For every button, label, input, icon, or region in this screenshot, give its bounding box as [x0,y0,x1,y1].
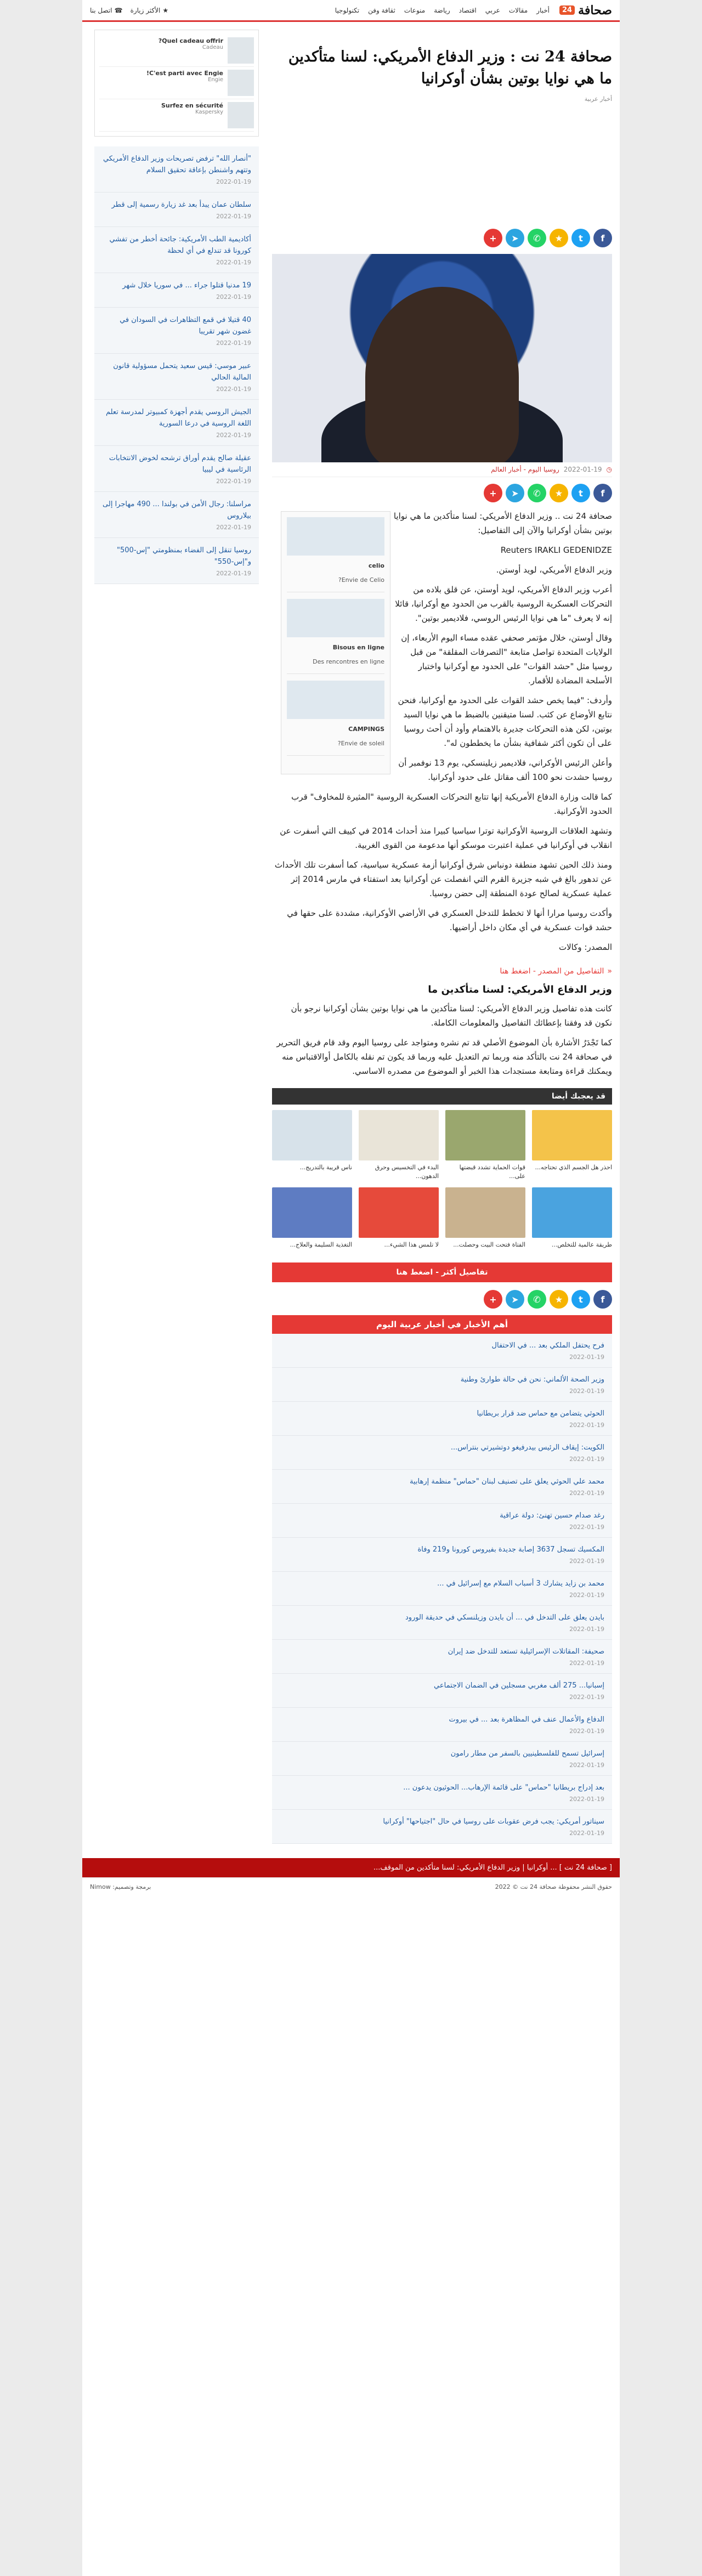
most-read-date: 2022-01-19 [569,1456,604,1463]
most-read-date: 2022-01-19 [569,1388,604,1395]
nav-item[interactable]: رياضة [434,6,450,14]
sidebar-news-headline: 19 مدنيا قتلوا جراء ... في سوريا خلال شهر [122,281,251,290]
contact-link[interactable]: ☎ اتصل بنا [90,6,123,14]
sidebar-news-date: 2022-01-19 [216,293,251,301]
sidebar-news-item[interactable] [94,400,259,446]
most-read-date: 2022-01-19 [569,1626,604,1633]
sidebar-ad-sub: Kaspersky [195,109,223,115]
related-thumb [359,1110,439,1160]
page [82,0,620,2576]
article-paragraph: وأكدت روسيا مرارا أنها لا تخطط للتدخل العسكري في الأراضي الأوكرانية، مشددة على حقها في حشد قوات عسكرية في أي مكان داخل أراضيها. [287,908,612,932]
ad-title: CAMPINGS [348,726,384,733]
most-read-headline: صحيفة: المقاتلات الإسرائيلية تستعد للتدخل ضد إيران [448,1647,604,1656]
related-item[interactable] [532,1187,612,1249]
favorite-icon[interactable]: ★ [550,229,568,247]
sidebar-news-item[interactable] [94,193,259,227]
nav-item[interactable]: منوعات [404,6,426,14]
related-thumb [445,1110,525,1160]
more-share-icon[interactable]: + [484,1290,502,1309]
clock-icon: ◷ [606,466,612,473]
whatsapp-share-icon[interactable]: ✆ [528,484,546,502]
most-read-item[interactable] [272,1640,612,1674]
article-date: 2022-01-19 [563,466,602,473]
article-paragraph: وزير الدفاع الأمريكي، لويد أوستن. [496,565,612,575]
article-paragraph: كانت هذه تفاصيل وزير الدفاع الأمريكي: لسنا متأكدين ما هي نوايا بوتين بشأن أوكرانيا نرجو بأن نكون قد وفقنا بإعطائك التفاصيل والمعلومات الكاملة. [291,1004,612,1028]
article-title: صحافة 24 نت : وزير الدفاع الأمريكي: لسنا متأكدين ما هي نوايا بوتين بشأن أوكرانيا [288,48,612,87]
most-read-item[interactable] [272,1776,612,1810]
most-read-headline: إسرائيل تسمح للفلسطينيين بالسفر من مطار رامون [450,1750,604,1758]
most-read-headline: رغد صدام حسين تهنئ: دولة عراقية [500,1511,604,1520]
most-read-item[interactable] [272,1810,612,1844]
nav-item[interactable]: ثقافة وفن [368,6,395,14]
share-bar-middle [272,484,612,502]
share-bar-top [272,229,612,247]
sidebar-news-headline: عبير موسي: قيس سعيد يتحمل مسؤولية قانون المالية الحالي [113,362,251,382]
related-caption: احذر هل الجسم الذي تحتاجه... [535,1164,612,1171]
most-read-date: 2022-01-19 [569,1490,604,1497]
most-read-headline: بعد إدراج بريطانيا "حماس" على قائمة الإرهاب... الحوثيون يدعون ... [403,1784,604,1792]
related-thumb [532,1187,612,1238]
ad-block[interactable] [287,681,384,756]
article-paragraph: ومنذ ذلك الحين تشهد منطقة دونباس شرق أوكرانيا أزمة عسكرية سياسية، كما أسفرت تلك الأحداث عن تدهور بالغ في شبه جزيرة القرم التي انفصلت عن أوكرانيا بعد استفتاء في مارس 2014 إثر عملية عسكرية لصالح عودة المنطقة إلى حضن روسيا. [274,860,612,898]
site-header [82,0,620,22]
most-read-headline: وزير الصحة الألماني: نحن في حالة طوارئ وطنية [460,1375,604,1384]
twitter-share-icon[interactable]: t [571,484,590,502]
most-read-headline: الدفاع والأعمال عنف في المظاهرة بعد ... في بيروت [449,1716,604,1724]
sidebar-news-date: 2022-01-19 [216,524,251,531]
sidebar-news-item[interactable] [94,354,259,400]
sidebar-news-date: 2022-01-19 [216,478,251,485]
sidebar-ad-title: Surfez en sécurité [161,102,223,109]
ad-block[interactable] [287,599,384,674]
ad-title: Bisous en ligne [332,644,384,651]
most-read-headline: سيناتور أمريكي: يجب فرض عقوبات على روسيا في حال "اجتياحها" أوكرانيا [383,1818,604,1826]
facebook-share-icon[interactable]: f [593,484,612,502]
sidebar-ad-row[interactable] [99,67,254,99]
related-grid [272,1105,612,1255]
phone-icon: ☎ [114,6,123,14]
share-bar-bottom [272,1290,612,1309]
copyright: حقوق النشر محفوظة صحافة 24 نت © 2022 [495,1883,612,1890]
article-paragraph: أعرب وزير الدفاع الأمريكي، لويد أوستن، عن قلق بلاده من التحركات العسكرية الروسية بالقرب من الحدود مع أوكرانيا، قائلا إنه لا يعرف "ما هي نوايا الرئيس الروسي، فلاديمير بوتين". [395,585,612,623]
footer-ticker[interactable]: [ صحافة 24 نت ] ... أوكرانيا | وزير الدفاع الأمريكي: لسنا متأكدين من الموقف... [82,1858,620,1877]
most-visited-link[interactable]: ★ الأكثر زيارة [130,6,169,14]
sidebar-news-item[interactable] [94,273,259,308]
sidebar-news-headline: أكاديمية الطب الأمريكية: جائحة أخطر من تفشي كورونا قد تندلع في أي لحظة [109,235,251,255]
related-thumb [272,1187,352,1238]
article-paragraph: Reuters IRAKLI GEDENIDZE [500,545,612,555]
sidebar-news-item[interactable] [94,492,259,538]
most-read-item[interactable] [272,1708,612,1742]
most-read-item[interactable] [272,1402,612,1436]
whatsapp-share-icon[interactable]: ✆ [528,1290,546,1309]
most-read-headline: محمد بن زايد يشارك 3 أسباب السلام مع إسرائيل في ... [437,1579,604,1588]
telegram-share-icon[interactable]: ➤ [506,229,524,247]
facebook-share-icon[interactable]: f [593,1290,612,1309]
most-read-date: 2022-01-19 [569,1354,604,1361]
favorite-icon[interactable]: ★ [550,484,568,502]
most-read-date: 2022-01-19 [569,1796,604,1803]
related-caption: الفتاة فتحت البيت وحصلت... [453,1241,525,1248]
ad-desc: Envie de soleil? [337,740,384,747]
most-read-headline: الكويت: إيقاف الرئيس بيدرفيغو دوتشيرتي بنتراس... [450,1443,604,1452]
sidebar-ad[interactable] [94,30,259,137]
ad-image [287,599,384,637]
related-item[interactable] [532,1110,612,1181]
related-thumb [272,1110,352,1160]
most-read-item[interactable] [272,1470,612,1504]
most-read-date: 2022-01-19 [569,1728,604,1735]
header-links [90,7,168,14]
article-categories[interactable]: روسيا اليوم - أخبار العالم [491,466,559,473]
related-caption: قوات الحماية تشدد قبضتها على... [459,1164,525,1180]
article-paragraph: وتشهد العلاقات الروسية الأوكرانية توترا سياسيا كبيرا منذ أحداث 2014 في كييف التي أسفرت عن انقلاب في أوكرانيا في عملية اعتبرت موسكو أنها مدعومة من القوى الغربية. [280,826,612,850]
sidebar-news-item[interactable] [94,146,259,193]
sidebar-news-headline: مراسلنا: رجال الأمن في بولندا ... 490 مهاجرا إلى بيلاروس [103,500,251,520]
related-section-title: قد يعجبك أيضا [272,1088,612,1105]
sidebar-news-date: 2022-01-19 [216,259,251,266]
sidebar-ad-image [228,37,254,64]
sidebar-news-date: 2022-01-19 [216,178,251,185]
most-read-item[interactable] [272,1674,612,1708]
sidebar-ad-text [158,37,223,50]
double-chevron-icon: « [607,967,612,976]
sidebar-ad-sub: Engie [208,77,223,83]
article-column [272,30,612,1844]
related-item[interactable] [445,1187,525,1249]
most-read-date: 2022-01-19 [569,1830,604,1837]
nav-item[interactable]: اقتصاد [458,6,477,14]
sidebar-ad-image [228,70,254,96]
sidebar-ad-sub: Cadeau [202,44,223,50]
main-nav [178,7,550,14]
sidebar-ad-image [228,102,254,128]
most-read-date: 2022-01-19 [569,1422,604,1429]
related-thumb [359,1187,439,1238]
facebook-share-icon[interactable]: f [593,229,612,247]
twitter-share-icon[interactable]: t [571,1290,590,1309]
article-paragraph: صحافة 24 نت .. وزير الدفاع الأمريكي: لسنا متأكدين ما هي نوايا بوتين بشأن أوكرانيا والآن إلى التفاصيل: [393,511,612,535]
most-read-item[interactable] [272,1742,612,1776]
telegram-share-icon[interactable]: ➤ [506,484,524,502]
most-read-item[interactable] [272,1334,612,1368]
ad-image [287,681,384,719]
sidebar-news-headline: الجيش الروسي يقدم أجهزة كمبيوتر لمدرسة تعلم اللغة الروسية في درعا السورية [105,408,251,428]
most-read-date: 2022-01-19 [569,1762,604,1769]
article-paragraph: وأردف: "فيما يخص حشد القوات على الحدود مع أوكرانيا، فنحن نتابع الأوضاع عن كثب. لسنا متيقنين بالضبط ما هي نوايا السيد بوتين، لكن هذه التحركات جديرة بالاهتمام وأود أن أحث روسيا على أن تكون أكثر شفافية بشأن ما يخططون له". [398,695,612,748]
article-paragraph: كما تَجْدَرُ الأشارة بأن الموضوع الأصلي قد تم نشره ومتواجد على روسيا اليوم وقد قام فريق التحرير في صحافة 24 نت بالتأكد منه وربما تم التعديل عليه وربما قد يكون تم نقله بالكامل أوالاقتباس منه ويمكنك قراءة ومتابعة مستجدات هذا الخبر أو الموضوع من مصدره الاساسي. [276,1038,612,1076]
ad-title: celio [368,562,384,569]
sidebar-news-item[interactable] [94,446,259,492]
inline-ad[interactable] [281,511,390,774]
most-read-date: 2022-01-19 [569,1694,604,1701]
most-read-headline: فرح يحتفل الملكي بعد ... في الاحتفال [491,1341,604,1350]
related-item[interactable] [359,1110,439,1181]
most-read-item[interactable] [272,1572,612,1606]
telegram-share-icon[interactable]: ➤ [506,1290,524,1309]
sidebar-news-date: 2022-01-19 [216,213,251,220]
related-thumb [532,1110,612,1160]
site-logo[interactable] [559,3,612,18]
most-read-date: 2022-01-19 [569,1524,604,1531]
article-paragraph: كما قالت وزارة الدفاع الأمريكية إنها تتابع التحركات العسكرية الروسية "المثيرة للمخاوف" قرب الحدود الأوكرانية. [291,792,612,816]
related-caption: لا تلمس هذا الشيء... [384,1241,439,1248]
more-share-icon[interactable]: + [484,484,502,502]
source-link[interactable]: « التفاصيل من المصدر - اضغط هنا [272,964,612,978]
sidebar-news-item[interactable] [94,308,259,354]
most-read-headline: إسبانيا... 275 ألف مغربي مسجلين في الضمان الاجتماعي [434,1682,604,1690]
related-item[interactable] [359,1187,439,1249]
sidebar-news-headline: 40 قتيلا في قمع التظاهرات في السودان في غضون شهر تقريبا [120,316,251,336]
sidebar-news-headline: روسيا تنقل إلى الفضاء بمنظومتي "إس-500" و"إس-550" [117,546,251,566]
sidebar-ad-title: C'est parti avec Engie! [146,70,223,77]
sidebar-news-date: 2022-01-19 [216,386,251,393]
more-share-icon[interactable]: + [484,229,502,247]
ad-block[interactable] [287,517,384,592]
sidebar-ad-text [146,70,223,83]
most-read-list [272,1334,612,1844]
star-icon: ★ [162,6,169,14]
twitter-share-icon[interactable]: t [571,229,590,247]
article-body [272,509,612,1078]
most-read-item[interactable] [272,1504,612,1538]
logo-badge: 24 [559,5,575,15]
related-caption: ناس قريبة بالتدريج... [299,1164,352,1171]
sidebar-news-date: 2022-01-19 [216,339,251,347]
most-read-item[interactable] [272,1436,612,1470]
sidebar-ad-row[interactable] [99,99,254,132]
nav-item[interactable]: أخبار [536,6,550,14]
article-category[interactable]: أخبار عربية [584,95,612,103]
related-item[interactable] [272,1110,352,1181]
sidebar-news-headline: سلطان عمان يبدأ بعد غد زيارة رسمية إلى قطر [111,201,251,209]
most-read-headline: بايدن يعلق على التدخل في ... أن بايدن وزيلنسكي في حديقة الورود [405,1613,604,1622]
sidebar-ad-text [161,102,223,115]
most-read-item[interactable] [272,1606,612,1640]
sidebar-news-date: 2022-01-19 [216,432,251,439]
nav-item[interactable]: تكنولوجيا [335,6,360,14]
article-paragraph: وأعلن الرئيس الأوكراني، فلاديمير زيلينسكي، يوم 13 نوفمبر أن روسيا حشدت نحو 100 ألف مقاتل على حدود أوكرانيا. [398,758,612,782]
footer [82,1877,620,1896]
most-read-item[interactable] [272,1368,612,1402]
most-read-headline: محمد علي الحوثي يعلق على تصنيف لبنان "حماس" منظمة إرهابية [410,1477,604,1486]
favorite-icon[interactable]: ★ [550,1290,568,1309]
ad-desc: Des rencontres en ligne [313,658,384,665]
sidebar-news-headline: "أنصار الله" ترفض تصريحات وزير الدفاع الأمريكي وتتهم واشنطن بإعاقة تحقيق السلام [103,155,251,174]
nav-item[interactable]: مقالات [508,6,528,14]
sidebar-news-headline: عقيلة صالح يقدم أوراق ترشحه لخوض الانتخابات الرئاسية في ليبيا [109,454,251,474]
most-read-title: أهم الأخبار في أخبار عربية اليوم [272,1315,612,1334]
sidebar-news-item[interactable] [94,538,259,584]
article-meta [272,466,612,477]
related-caption: طريقة عالمية للتخلص... [551,1241,612,1248]
related-item[interactable] [272,1187,352,1249]
ad-desc: Envie de Celio? [338,576,384,584]
credits[interactable]: برمجة وتصميم: Nimow [90,1883,151,1890]
related-caption: التغذية السليمة والعلاج... [290,1241,352,1248]
article-paragraph: المصدر: وكالات [559,942,612,952]
article-paragraph: وقال أوستن، خلال مؤتمر صحفي عقده مساء اليوم الأربعاء، إن الولايات المتحدة تواصل متابعة "التصرفات المقلقة" من قبل روسيا مثل "حشد القوات" على الحدود مع أوكرانيا واختبار الأسلحة المضادة للأقمار. [401,633,612,686]
sidebar-news-date: 2022-01-19 [216,570,251,577]
most-read-date: 2022-01-19 [569,1558,604,1565]
most-read-date: 2022-01-19 [569,1660,604,1667]
logo-text: صحافة [578,3,612,18]
more-details-button[interactable]: تفاصيل أكثر - اضغط هنا [272,1262,612,1282]
related-caption: البدء في التخسيس وحرق الدهون... [375,1164,439,1180]
sidebar-news-list [94,146,259,584]
article-hero-image [272,254,612,462]
most-read-headline: المكسيك تسجل 3637 إصابة جديدة بفيروس كورونا و219 وفاة [417,1545,604,1554]
sidebar-ad-title: Quel cadeau offrir? [158,37,223,44]
sidebar-news-item[interactable] [94,227,259,273]
most-read-headline: الحوثي يتضامن مع حماس ضد قرار بريطانيا [477,1409,604,1418]
sidebar [94,30,259,1844]
most-read-date: 2022-01-19 [569,1592,604,1599]
nav-item[interactable]: عربي [485,6,500,14]
related-thumb [445,1187,525,1238]
article-subtitle: وزير الدفاع الأمريكي: لسنا متأكدين ما [428,984,612,995]
ad-image [287,517,384,556]
whatsapp-share-icon[interactable]: ✆ [528,229,546,247]
most-read-item[interactable] [272,1538,612,1572]
related-item[interactable] [445,1110,525,1181]
sidebar-ad-row[interactable] [99,35,254,67]
